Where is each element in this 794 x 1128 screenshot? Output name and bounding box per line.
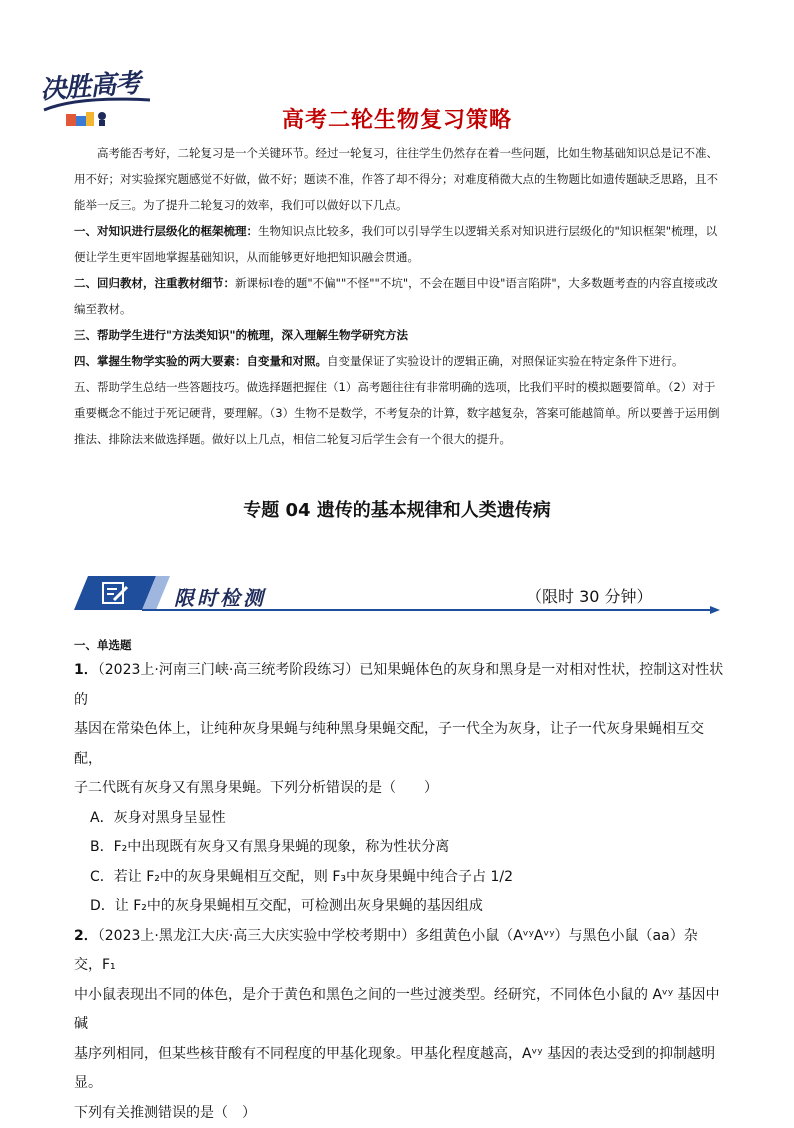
point-5: 五、帮助学生总结一些答题技巧。做选择题把握住（1）高考题往往有非常明确的选项，比我们平时的模拟题要简单。（2）对于重要概念不能过于死记硬背，要理解。（3）生物不是数学，不考复杂的计算，数字越复杂，答案可能越简单。所以要善于运用倒推法、排除法来做选择题。做好以上几点，相信二轮复习后学生会有一个很大的提升。 [74,374,724,452]
point-3 [74,322,724,348]
question-list [74,636,724,1128]
question-type-heading: 一、单选题 [74,636,724,654]
banner-label: 限时检测 [174,582,266,611]
question-2-line-4: 下列有关推测错误的是（ ） [74,1099,724,1128]
option-c: C．若让 F₂中的灰身果蝇相互交配，则 F₃中灰身果蝇中纯合子占 1/2 [90,863,724,893]
section-title: 专题 04 遗传的基本规律和人类遗传病 [0,496,794,522]
question-number: 1． [74,662,98,678]
point-1-heading: 一、对知识进行层级化的框架梳理： [74,224,258,238]
question-1-line-3: 子二代既有灰身又有黑身果蝇。下列分析错误的是（ ） [74,774,724,804]
option-d: D．让 F₂中的灰身果蝇相互交配，可检测出灰身果蝇的基因组成 [90,892,724,922]
question-2-line-1 [74,922,724,981]
page-title: 高考二轮生物复习策略 [0,103,794,134]
option-b: B．F₂中出现既有灰身又有黑身果蝇的现象，称为性状分离 [90,833,724,863]
question-stem: 已知果蝇体色的灰身和黑身是一对相对性状，控制这对性状的 [74,662,723,708]
point-4 [74,348,724,374]
question-source: （2023上·河南三门峡·高三统考阶段练习） [98,662,360,678]
point-4-heading: 四、掌握生物学实验的两大要素：自变量和对照。 [74,354,327,368]
point-3-heading: 三、帮助学生进行"方法类知识"的梳理，深入理解生物学研究方法 [74,328,408,342]
timed-test-banner [74,574,724,614]
question-number: 2． [74,928,98,944]
point-2 [74,270,724,322]
point-1-text: 生物知识点比较多，我们可以引导学生以逻辑关系对知识进行层级化的"知识框架"梳理，以便让学生更牢固地掌握基础知识，从而能够更好地把知识融会贯通。 [74,224,717,264]
intro-text [74,140,724,452]
point-2-text: 新课标Ⅰ卷的题"不偏""不怪""不坑"，不会在题目中设"语言陷阱"，大多数题考查的内容直接或改编至教材。 [74,276,718,316]
logo-text: 决胜高考 [39,63,141,107]
time-limit: （限时 30 分钟） [526,584,653,607]
point-4-text: 自变量保证了实验设计的逻辑正确，对照保证实验在特定条件下进行。 [327,354,684,368]
notepad-pencil-icon [100,580,130,606]
question-2-line-2: 中小鼠表现出不同的体色，是介于黄色和黑色之间的一些过渡类型。经研究，不同体色小鼠的 Aᵛʸ 基因中碱 [74,981,724,1040]
question-1-line-1 [74,656,724,715]
question-1 [74,656,724,922]
question-2 [74,922,724,1128]
question-source: （2023上·黑龙江大庆·高三大庆实验中学校考期中） [98,928,416,944]
question-stem: 多组黄色小鼠（AᵛʸAᵛʸ）与黑色小鼠（aa）杂交，F₁ [74,928,698,974]
point-2-heading: 二、回归教材，注重教材细节： [74,276,235,290]
point-1 [74,218,724,270]
question-2-line-3: 基序列相同，但某些核苷酸有不同程度的甲基化现象。甲基化程度越高，Aᵛʸ 基因的表达受到的抑制越明显。 [74,1040,724,1099]
option-a: A．灰身对黑身呈显性 [90,804,724,834]
intro-paragraph: 高考能否考好，二轮复习是一个关键环节。经过一轮复习，往往学生仍然存在着一些问题，比如生物基础知识总是记不准、用不好；对实验探究题感觉不好做，做不好；题读不准，作答了却不得分；对难度稍微大点的生物题比如遗传题缺乏思路，且不能举一反三。为了提升二轮复习的效率，我们可以做好以下几点。 [74,140,724,218]
question-1-line-2: 基因在常染色体上，让纯种灰身果蝇与纯种黑身果蝇交配，子一代全为灰身，让子一代灰身果蝇相互交配， [74,715,724,774]
